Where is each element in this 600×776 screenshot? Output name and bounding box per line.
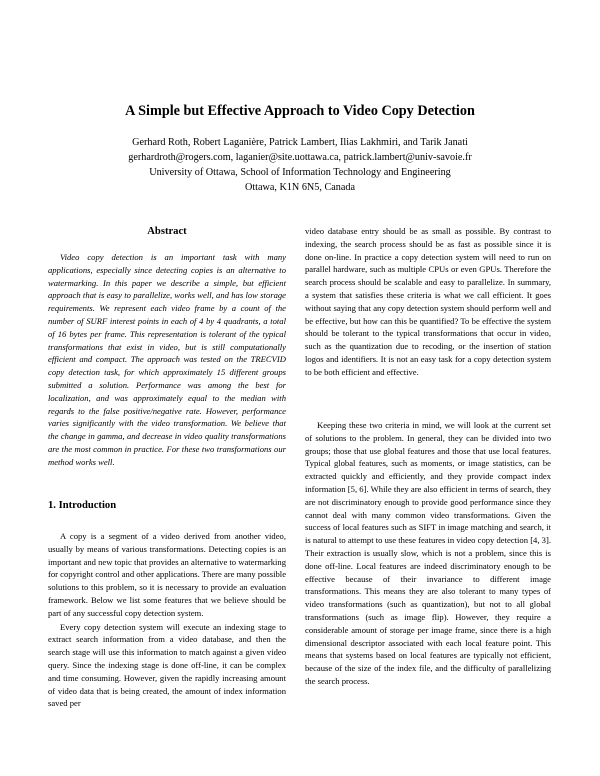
right-column-body xyxy=(305,419,551,688)
abstract-text: Video copy detection is an important task with many applications, especially since detecting copies is an alternative to watermarking. In this paper we describe a simple, but efficient approach that is easy to parallelize, works well, and has low storage requirements. We represent each video frame by a count of the number of SURF interest points in each of 4 by 4 quadrants, a total of 16 bytes per frame. This representation is tolerant of the typical transformations that exist in video, but is still computationally efficient and compact. The approach was tested on the TRECVID copy detection task, for which approximately 15 different groups submitted a solution. Performance was among the best for localization, and was approximately equal to the median with regards to the false positive/negative rate. However, performance varies significantly with the video transformation. We believe that the change in gamma, and decrease in video quality transformations are the most common in practice. For these two transformations our method works well. xyxy=(48,252,286,467)
abstract-heading: Abstract xyxy=(147,226,187,237)
author-address: Ottawa, K1N 6N5, Canada xyxy=(244,182,356,193)
introduction-paragraph: Every copy detection system will execute an indexing stage to extract search information from a video database, and then the search stage will use this information to match against a given video query. Since the indexing stage is done off-line, it can be complex and time consuming. However, given the rapidly increasing amount of video data that is being created, the amount of index information saved per xyxy=(48,621,286,709)
author-list: Gerhard Roth, Robert Laganière, Patrick Lambert, Ilias Lakhmiri, and Tarik Janati xyxy=(132,137,468,148)
right-column-continuation xyxy=(305,225,551,379)
introduction-paragraph: A copy is a segment of a video derived from another video, usually by means of various transformations. Detecting copies is an important and new topic that provides an alternative to watermarking for copyright control and other applications. There are many possible solutions to this problem, so it is necessary to provide an evaluation framework. Below we list some features that we believe should be part of any successful copy detection system. xyxy=(48,531,287,618)
body-paragraph: Keeping these two criteria in mind, we will look at the current set of solutions to the problem. In general, they can be divided into two groups; those that use global features and those that use local features. Typical global features, such as moments, or image statistics, can be extracted quickly and efficiently, and they provide compact index information [5, 6]. While they are also efficient in terms of search, they are not discriminatory enough to provide good performance since they cannot deal with many common video transformations. Given the success of local features such as SIFT in image matching and search, it is natural to attempt to use these features in video copy detection [4, 3]. Their extraction is usually slow, which is not a problem, since this is done off-line. Local features are indeed discriminatory enough to be effective because of their invariance to different image transformations. This means they are also tolerant to many types of video transformations (such as quantization), but not to all global transformations (such as image flip). However, they require a considerable amount of storage per image frame, since there is a high dimensional descriptor associated with each local feature point. This means that systems based on local features are typically not efficient, because of the size of the index file, and the difficulty of parallelizing the search process. xyxy=(305,420,551,686)
author-emails: gerhardroth@rogers.com, laganier@site.uottawa.ca, patrick.lambert@univ-savoie.fr xyxy=(128,152,472,163)
paper-title: A Simple but Effective Approach to Video Copy Detection xyxy=(125,103,475,119)
introduction-heading: 1. Introduction xyxy=(48,500,117,511)
body-paragraph: video database entry should be as small as possible. By contrast to indexing, the search process should be as fast as possible since it is done on-line. In practice a copy detection system will need to run on parallel hardware, such as multiple CPUs or even GPUs. Therefore the search process should be scalable and easy to parallelize. In summary, a system that satisfies these criteria is what we call efficient. It goes without saying that any copy detection system should perform well and be effective, but how can this be quantified? To be effective the system should be tolerant to the typical transformations that occur in video, such as the quantization due to recoding, or the insertion of station logos and identifiers. It is not an easy task for a copy detection system to be both efficient and effective. xyxy=(305,226,551,377)
abstract-body xyxy=(48,251,286,469)
author-affiliation: University of Ottawa, School of Information Technology and Engineering xyxy=(149,167,451,178)
introduction-body xyxy=(48,530,286,710)
